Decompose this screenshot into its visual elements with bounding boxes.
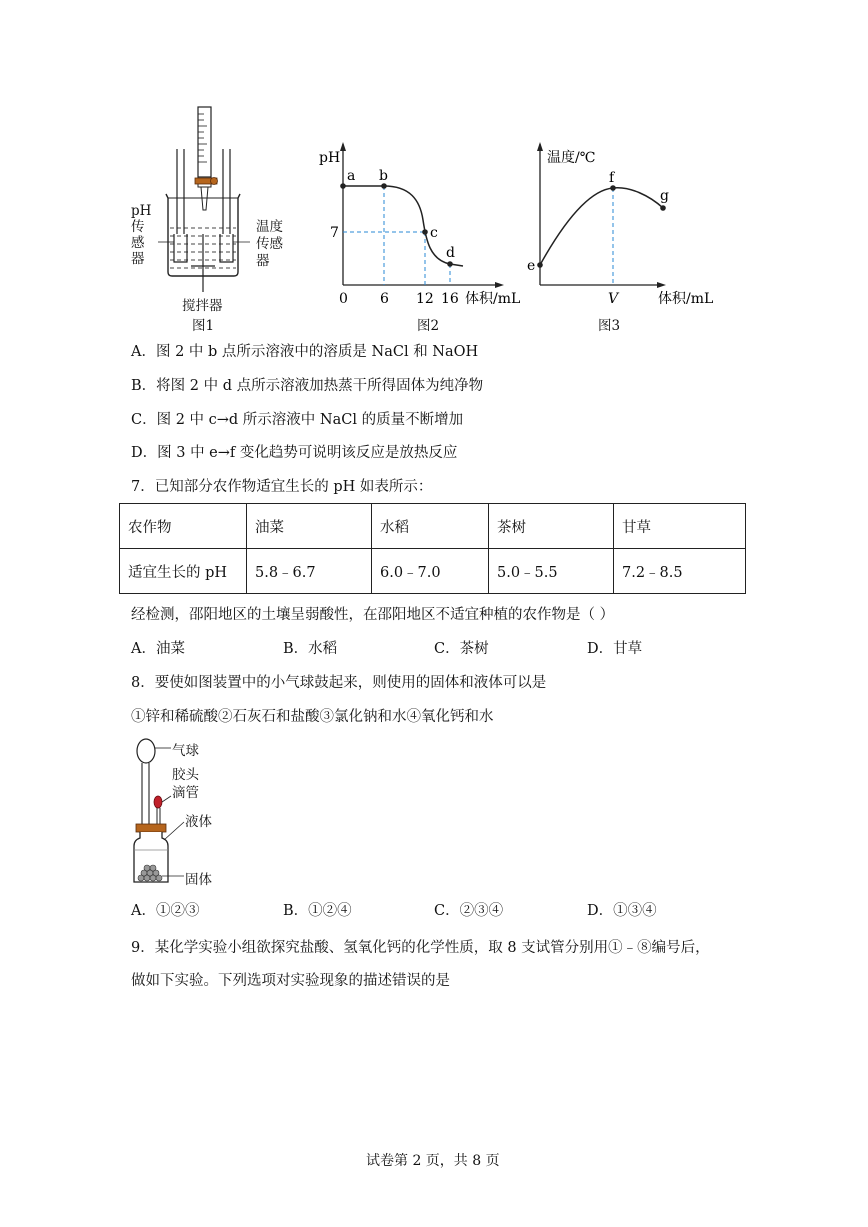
temperature-sensor-probe <box>220 149 233 262</box>
q9-stem-line1: 9．某化学实验小组欲探究盐酸、氢氧化钙的化学性质，取 8 支试管分别用①﹣⑧编号后， <box>131 940 710 956</box>
table-cell: 甘草 <box>614 504 746 549</box>
table-cell: 农作物 <box>120 504 247 549</box>
stirrer <box>191 234 215 292</box>
q7-options <box>131 640 731 658</box>
q6-option-d: D．图 3 中 e→f 变化趋势可说明该反应是放热反应 <box>131 445 458 461</box>
dropper-label: 胶头 滴管 <box>172 767 199 801</box>
point-e <box>537 262 543 268</box>
dropper-bulb <box>154 796 162 808</box>
q6-option-c: C．图 2 中 c→d 所示溶液中 NaCl 的质量不断增加 <box>131 412 464 428</box>
figure-3-caption: 图3 <box>598 318 621 334</box>
q7-option-b: B．水稻 <box>283 641 338 657</box>
ph-sensor-probe <box>174 149 187 262</box>
point-g <box>660 205 666 211</box>
figure-3-temperature-chart <box>520 140 725 310</box>
stirrer-label: 搅拌器 <box>182 298 223 314</box>
table-cell: 5.8﹣6.7 <box>247 549 372 594</box>
q8-option-b: B．①②④ <box>283 903 352 919</box>
point-label-a: a <box>347 168 356 184</box>
point-b <box>381 183 387 189</box>
q6-option-a: A．图 2 中 b 点所示溶液中的溶质是 NaCl 和 NaOH <box>131 344 479 360</box>
table-cell: 5.0﹣5.5 <box>489 549 614 594</box>
x-axis-label: 体积/mL <box>658 291 714 307</box>
point-f <box>610 185 616 191</box>
stopper <box>136 824 166 832</box>
point-a <box>340 183 346 189</box>
table-cell: 6.0﹣7.0 <box>372 549 489 594</box>
x-tick-6: 6 <box>380 291 389 307</box>
q7-stem: 7．已知部分农作物适宜生长的 pH 如表所示： <box>131 479 433 495</box>
table-header-row <box>120 504 746 549</box>
point-label-d: d <box>446 245 455 261</box>
q7-option-c: C．茶树 <box>434 641 489 657</box>
q8-choices: ①锌和稀硫酸②石灰石和盐酸③氯化钠和水④氧化钙和水 <box>131 709 494 725</box>
q7-option-d: D．甘草 <box>587 641 643 657</box>
table-row <box>120 549 746 594</box>
ph-curve <box>343 186 463 266</box>
q7-option-a: A．油菜 <box>131 641 185 657</box>
point-label-g: g <box>660 188 669 204</box>
q9-stem-line2: 做如下实验。下列选项对实验现象的描述错误的是 <box>131 973 450 989</box>
point-label-c: c <box>430 225 438 241</box>
point-label-f: f <box>609 170 615 186</box>
q6-option-b: B．将图 2 中 d 点所示溶液加热蒸干所得固体为纯净物 <box>131 378 484 394</box>
table-cell: 7.2﹣8.5 <box>614 549 746 594</box>
x-axis-label: 体积/mL <box>465 291 521 307</box>
page-footer: 试卷第 2 页，共 8 页 <box>366 1153 500 1169</box>
q8-option-c: C．②③④ <box>434 903 504 919</box>
solid-label: 固体 <box>185 872 212 888</box>
x-tick-v: V <box>608 291 619 307</box>
balloon-label: 气球 <box>172 743 199 759</box>
figure-2-ph-chart <box>310 140 540 310</box>
table-cell: 适宜生长的 pH <box>120 549 247 594</box>
table-cell: 油菜 <box>247 504 372 549</box>
x-tick-12: 12 <box>416 291 434 307</box>
temperature-sensor-label: 温度 传感 器 <box>256 219 283 269</box>
ph-sensor-label: pH 传 感 器 <box>131 203 152 267</box>
liquid-label: 液体 <box>185 814 212 830</box>
y-tick-7: 7 <box>330 225 339 241</box>
table-cell: 茶树 <box>489 504 614 549</box>
balloon <box>137 739 155 763</box>
figure-1-caption: 图1 <box>192 318 215 334</box>
point-c <box>422 229 428 235</box>
temperature-curve <box>540 188 663 265</box>
point-label-e: e <box>527 258 536 274</box>
table-cell: 水稻 <box>372 504 489 549</box>
y-axis-label: pH <box>319 150 341 166</box>
q8-option-a: A．①②③ <box>131 903 200 919</box>
q8-options <box>131 902 731 920</box>
crop-ph-table <box>119 503 746 594</box>
burette-tube <box>198 107 211 177</box>
point-d <box>447 261 453 267</box>
q8-option-d: D．①③④ <box>587 903 657 919</box>
point-label-b: b <box>379 168 388 184</box>
q7-question: 经检测，邵阳地区的土壤呈弱酸性，在邵阳地区不适宜种植的农作物是（ ） <box>131 607 615 623</box>
y-axis-label: 温度/℃ <box>547 150 596 166</box>
q8-stem: 8．要使如图装置中的小气球鼓起来，则使用的固体和液体可以是 <box>131 675 547 691</box>
x-tick-16: 16 <box>441 291 459 307</box>
x-tick-0: 0 <box>339 291 348 307</box>
figure-2-caption: 图2 <box>417 318 440 334</box>
